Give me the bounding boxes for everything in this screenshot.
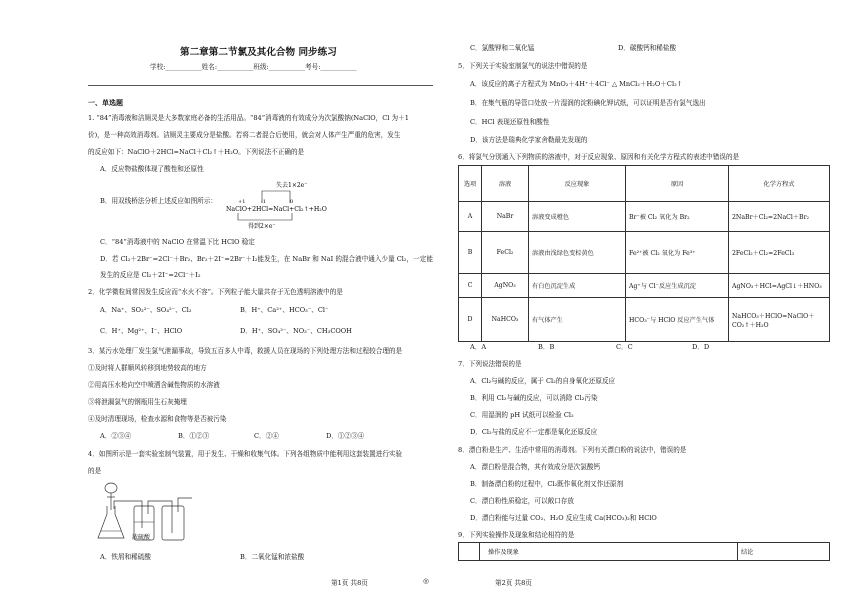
table-cell: NaHCO₃＋HClO=NaClO＋CO₂↑＋H₂O — [729, 298, 830, 342]
q3-option-b: B．①②③ — [178, 432, 210, 440]
table-cell: 溶液变成橙色 — [529, 202, 626, 232]
table-cell: D — [459, 298, 482, 342]
q1-option-d-line-2: 发生的反应是 Cl₂＋2I⁻=2Cl⁻＋I₂ — [100, 271, 201, 279]
table-cell: NaBr — [482, 202, 529, 232]
table-header-row — [459, 166, 830, 202]
q4-option-a: A．铁屑和稀硫酸 — [100, 553, 151, 561]
diagram-ox-plus1: +1 — [238, 199, 246, 205]
q2-option-a: A．Na⁺、SO₃²⁻、SO₄²⁻、Cl₂ — [100, 306, 192, 314]
table-cell: 2NaBr＋Cl₂=2NaCl＋Br₂ — [729, 202, 830, 232]
page-separator: ◎ — [423, 577, 429, 585]
table-cell: B — [459, 232, 482, 274]
diagram-upper-bridge — [262, 191, 290, 203]
q2-stem: 2．化学微粒间常因发生反应而“水火不容”。下列粒子能大量共存于无色透明溶液中的是 — [88, 288, 343, 296]
q4-option-c: C．氯酸钾和二氧化锰 — [470, 44, 535, 52]
q5-option-a: A．该反应的离子方程式为 MnO₂＋4H⁺＋4Cl⁻ △ MnCl₂＋H₂O＋Cl₂↑ — [470, 80, 683, 88]
q1-line-3: 的反应如下：NaClO＋2HCl=NaCl＋Cl₂↑＋H₂O。下列说法不正确的是 — [88, 148, 305, 156]
table-row — [459, 298, 830, 342]
q8-option-d: D．漂白粉能与过量 CO₂、H₂O 反应生成 Ca(HCO₃)₂和 HClO — [470, 514, 657, 522]
table-cell: 溶液由浅绿色变棕黄色 — [529, 232, 626, 274]
diagram-gain-label: 得到2×e⁻ — [248, 223, 276, 230]
sulfuric-acid-label: 浓硫酸 — [132, 534, 151, 541]
q7-option-a: A．Cl₂与碱的反应，属于 Cl₂的自身氧化还原反应 — [470, 377, 616, 385]
q3-item-3: ③将泄漏氯气的钢瓶用生石灰掩埋 — [88, 398, 187, 406]
table-cell: 有白色沉淀生成 — [529, 274, 626, 298]
table-row — [459, 232, 830, 274]
table-cell: NaHCO₃ — [482, 298, 529, 342]
q8-option-b: B．制备漂白粉的过程中，Cl₂既作氧化剂又作还原剂 — [470, 480, 624, 488]
table-cell: FeCl₂ — [482, 232, 529, 274]
q9-stem: 9．下列实验操作及现象和结论相符的是 — [458, 531, 575, 539]
table-header-cell: 操作及现象 — [480, 543, 738, 561]
outlet-tube — [178, 498, 192, 512]
table-row — [459, 274, 830, 298]
q8-option-a: A．漂白粉是混合物，其有效成分是次氯酸钙 — [470, 463, 601, 471]
q7-stem: 7．下列说法错误的是 — [458, 360, 522, 368]
table-cell: HCO₃⁻与 HClO 反应产生气体 — [626, 298, 729, 342]
q7-option-c: C．用湿润的 pH 试纸可以检验 Cl₂ — [470, 411, 574, 419]
q1-line-1: 1. “84”消毒液和洁厕灵是大多数家庭必备的生活用品。“84”消毒液的有效成分为次氯酸钠(NaClO，Cl 为＋1 — [88, 114, 409, 122]
q6-stem: 6．将氯气分别通入下列物质的溶液中，对于反应现象、原因和有关化学方程式的表述中错误的是 — [458, 153, 740, 161]
table-cell: Fe²⁺被 Cl₂ 氧化为 Fe³⁺ — [626, 232, 729, 274]
table-header-cell: 原因 — [626, 166, 729, 202]
q3-option-a: A．②③④ — [100, 432, 132, 440]
table-cell: Ag⁺与 Cl⁻反应生成沉淀 — [626, 274, 729, 298]
table-header-cell: 反应现象 — [529, 166, 626, 202]
q9-table — [458, 542, 830, 561]
table-header-cell: 溶液 — [482, 166, 529, 202]
table-cell: AgNO₃＋HCl=AgCl↓＋HNO₃ — [729, 274, 830, 298]
q3-item-1: ①及时将人群顺风转移到地势较高的地方 — [88, 364, 207, 372]
q3-stem: 3．某污水处理厂发生氯气泄漏事故，导致五百多人中毒，救援人员在现场的下列处理方法和过程较合理的是 — [88, 347, 403, 355]
document-title: 第二章第二节氯及其化合物 同步练习 — [180, 47, 337, 58]
delivery-tube-1 — [114, 501, 142, 528]
page-number-left: 第1页 共8页 — [331, 579, 368, 587]
q6-table — [458, 165, 830, 342]
q6-option-d: D．D — [692, 343, 710, 351]
q1-option-a: A．反应物盐酸体现了酸性和还原性 — [100, 165, 204, 173]
q5-option-b: B．在集气瓶的导管口处放一片湿润的淀粉碘化钾试纸，可以证明是否有氯气逸出 — [470, 99, 706, 107]
q2-option-c: C．H⁺、Mg²⁺、I⁻、HClO — [100, 327, 183, 335]
conical-flask — [98, 506, 124, 538]
collecting-bottle — [162, 506, 184, 540]
q4-line-1: 4．如图所示是一套实验室制气装置，用于发生、干燥和收集气体。下列各组物质中能利用这套装置进行实验 — [88, 450, 403, 458]
q5-stem: 5．下列关于实验室制氯气的说法中错误的是 — [458, 62, 588, 70]
q8-option-c: C．漂白粉性质稳定，可以敞口存放 — [470, 497, 574, 505]
q3-item-4: ④及时清理现场，检查水源和食物等是否被污染 — [88, 415, 227, 423]
double-bridge-diagram — [226, 180, 346, 230]
divider — [88, 85, 433, 86]
q1-line-2: 价)，是一种高效消毒剂。洁厕灵主要成分是盐酸。若将二者混合后使用，就会对人体产生严重的危害，发生 — [88, 131, 401, 139]
table-cell: Br⁻被 Cl₂ 氧化为 Br₂ — [626, 202, 729, 232]
diagram-ox-minus1: -1 — [261, 199, 266, 205]
table-row — [459, 202, 830, 232]
table-cell: 有气体产生 — [529, 298, 626, 342]
q3-item-2: ②用高压水枪向空中喷洒含碱性物质的水溶液 — [88, 381, 220, 389]
q1-option-c: C．“84”消毒液中的 NaClO 在常温下比 HClO 稳定 — [100, 238, 255, 246]
q2-option-d: D．H⁺、SO₄²⁻、NO₃⁻、CH₃COOH — [240, 327, 352, 335]
table-cell: A — [459, 202, 482, 232]
q5-option-d: D．该方法是瑞典化学家舍勒最先发现的 — [470, 136, 588, 144]
q5-option-c: C．HCl 表现还原性和酸性 — [470, 118, 550, 126]
table-header-cell — [459, 543, 480, 561]
student-info-line: 学校:___________姓名:___________班级:___________考号:___________ — [150, 63, 357, 71]
table-header-cell: 化学方程式 — [729, 166, 830, 202]
q7-option-d: D．Cl₂与盐的反应不一定都是氧化还原反应 — [470, 428, 598, 436]
table-cell: AgNO₃ — [482, 274, 529, 298]
q3-option-d: D．①②③④ — [326, 432, 365, 440]
gas-apparatus-diagram — [96, 478, 206, 546]
section-heading: 一、单选题 — [88, 98, 123, 107]
table-header-cell: 结论 — [738, 543, 830, 561]
q1-option-b: B．用双线桥法分析上述反应如图所示： — [100, 197, 217, 205]
q6-option-b: B．B — [538, 343, 555, 351]
q4-option-b: B．二氧化锰和浓盐酸 — [240, 553, 305, 561]
separatory-funnel-bulb — [105, 483, 117, 493]
q4-option-d: D．碳酸钙和稀盐酸 — [618, 44, 677, 52]
q7-option-b: B．利用 Cl₂与碱的反应，可以消除 Cl₂污染 — [470, 394, 598, 402]
table-cell: C — [459, 274, 482, 298]
diagram-lose-label: 失去1×2e⁻ — [276, 182, 308, 189]
q8-stem: 8．漂白粉是生产、生活中常用的消毒剂。下列有关漂白粉的说法中，错误的是 — [458, 446, 687, 454]
q1-option-d-line-1: D．若 Cl₂＋2Br⁻=2Cl⁻＋Br₂、Br₂＋2I⁻=2Br⁻＋I₂能发生，在 NaBr 和 NaI 的混合液中通入少量 Cl₂，一定能 — [100, 255, 433, 263]
page-number-right: 第2页 共8页 — [495, 579, 532, 587]
q6-option-c: C．C — [616, 343, 633, 351]
table-cell: 2FeCl₂＋Cl₂=2FeCl₃ — [729, 232, 830, 274]
diagram-lower-bridge — [238, 213, 292, 220]
diagram-ox-zero: 0 — [290, 199, 294, 205]
q4-line-2: 的是 — [88, 467, 102, 475]
q2-option-b: B．H⁺、Ca²⁺、HCO₃⁻、Cl⁻ — [240, 306, 329, 314]
table-header-row — [459, 543, 830, 561]
q3-option-c: C．②④ — [254, 432, 279, 440]
q6-option-a: A．A — [470, 343, 487, 351]
table-header-cell: 选项 — [459, 166, 482, 202]
diagram-equation: NaClO+2HCl=NaCl+Cl₂↑+H₂O — [226, 206, 327, 213]
